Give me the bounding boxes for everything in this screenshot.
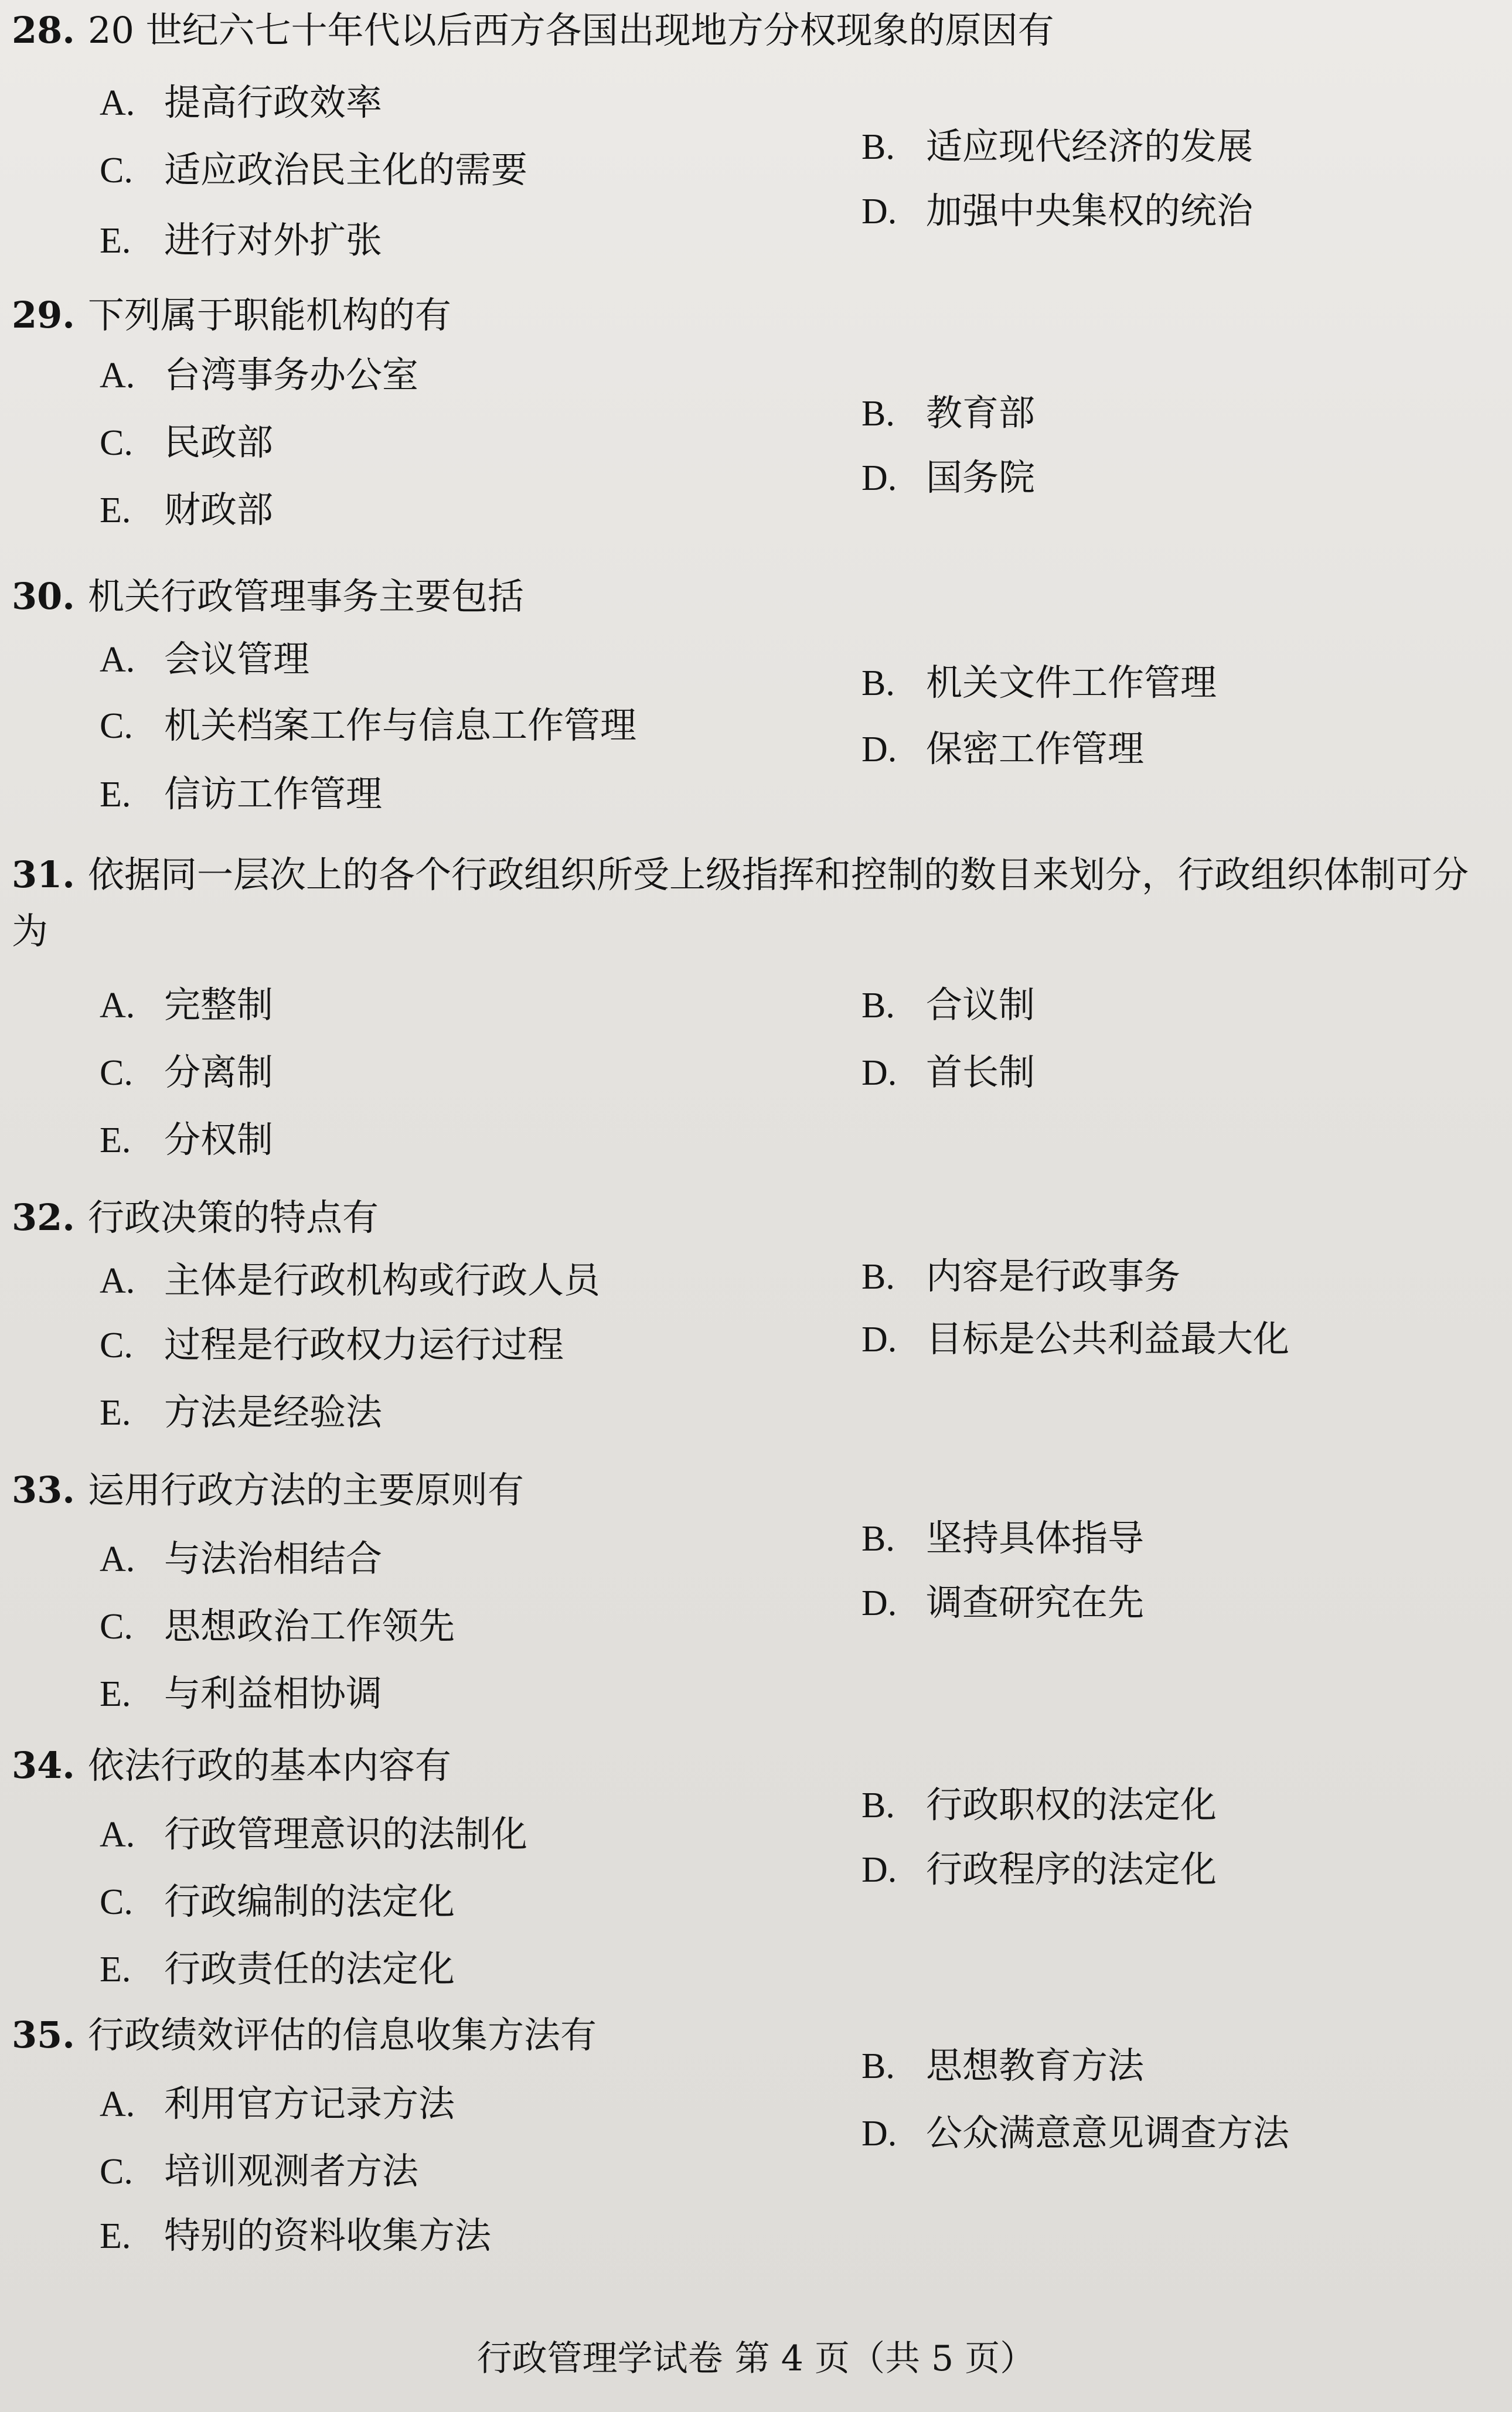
option-d: D. 首长制 — [861, 1051, 1036, 1093]
option-a: A. 利用官方记录方法 — [100, 2082, 455, 2125]
question-number: 30. — [12, 575, 75, 618]
option-c: C. 过程是行政权力运行过程 — [100, 1323, 564, 1366]
option-b: B. 合议制 — [861, 983, 1036, 1026]
option-d: D. 保密工作管理 — [861, 727, 1145, 770]
option-c: C. 行政编制的法定化 — [100, 1880, 455, 1923]
question-stem — [12, 1462, 524, 1518]
option-d: D. 行政程序的法定化 — [861, 1848, 1217, 1890]
option-a: A. 会议管理 — [100, 638, 310, 680]
question-stem — [12, 1190, 379, 1246]
option-e: E. 分权制 — [100, 1118, 274, 1161]
question-32 — [12, 1190, 1500, 1459]
question-number: 35. — [12, 2014, 75, 2056]
option-c: C. 分离制 — [100, 1051, 274, 1093]
option-d: D. 调查研究在先 — [861, 1581, 1145, 1624]
question-number: 33. — [12, 1469, 75, 1511]
option-b: B. 机关文件工作管理 — [861, 661, 1217, 704]
question-number: 32. — [12, 1196, 75, 1239]
question-stem — [12, 2, 1054, 59]
option-b: B. 行政职权的法定化 — [861, 1783, 1217, 1826]
question-35 — [12, 2007, 1500, 2257]
option-d: D. 国务院 — [861, 456, 1036, 499]
question-text: 运用行政方法的主要原则有 — [88, 1469, 525, 1511]
option-c: C. 民政部 — [100, 421, 274, 464]
option-d: D. 目标是公共利益最大化 — [861, 1317, 1290, 1360]
option-b: B. 教育部 — [861, 391, 1036, 434]
question-stem — [12, 287, 451, 343]
option-e: E. 方法是经验法 — [100, 1391, 383, 1433]
option-b: B. 坚持具体指导 — [861, 1517, 1145, 1559]
page-number: 第 4 页（共 5 页） — [734, 2338, 1036, 2379]
question-text: 行政绩效评估的信息收集方法有 — [88, 2014, 597, 2056]
option-c: C. 思想政治工作领先 — [100, 1604, 455, 1647]
option-e: E. 特别的资料收集方法 — [100, 2214, 492, 2257]
option-b: B. 内容是行政事务 — [861, 1255, 1181, 1297]
question-text: 行政决策的特点有 — [88, 1196, 379, 1239]
option-c: C. 培训观测者方法 — [100, 2149, 419, 2192]
question-stem — [12, 1738, 451, 1794]
option-a: A. 提高行政效率 — [100, 81, 383, 124]
option-a: A. 台湾事务办公室 — [100, 353, 419, 396]
question-number: 31. — [12, 853, 75, 896]
option-b: B. 思想教育方法 — [861, 2044, 1145, 2087]
question-28 — [12, 0, 1500, 270]
question-text: 依据同一层次上的各个行政组织所受上级指挥和控制的数目来划分，行政组织体制可分为 — [12, 853, 1469, 952]
exam-name: 行政管理学试卷 — [476, 2338, 723, 2379]
question-29 — [12, 287, 1500, 557]
question-33 — [12, 1462, 1500, 1732]
question-number: 28. — [12, 9, 75, 52]
question-stem — [12, 568, 524, 625]
question-34 — [12, 1738, 1500, 2007]
option-e: E. 财政部 — [100, 488, 274, 531]
option-d: D. 加强中央集权的统治 — [861, 189, 1254, 232]
option-c: C. 机关档案工作与信息工作管理 — [100, 704, 637, 747]
question-text: 20 世纪六七十年代以后西方各国出现地方分权现象的原因有 — [88, 9, 1054, 52]
question-text: 依法行政的基本内容有 — [88, 1744, 452, 1787]
question-text: 下列属于职能机构的有 — [88, 294, 452, 336]
option-a: A. 与法治相结合 — [100, 1537, 383, 1580]
option-a: A. 主体是行政机构或行政人员 — [100, 1259, 601, 1302]
option-b: B. 适应现代经济的发展 — [861, 125, 1254, 168]
question-stem — [12, 2007, 597, 2063]
page-footer — [0, 2335, 1512, 2382]
option-a: A. 完整制 — [100, 983, 274, 1026]
option-e: E. 进行对外扩张 — [100, 219, 383, 261]
question-number: 29. — [12, 294, 75, 336]
option-e: E. 行政责任的法定化 — [100, 1947, 455, 1990]
question-stem — [12, 847, 1500, 959]
question-text: 机关行政管理事务主要包括 — [88, 575, 525, 618]
option-c: C. 适应政治民主化的需要 — [100, 148, 528, 191]
option-a: A. 行政管理意识的法制化 — [100, 1813, 528, 1855]
option-d: D. 公众满意意见调查方法 — [861, 2111, 1290, 2154]
question-31 — [12, 847, 1500, 1210]
option-e: E. 信访工作管理 — [100, 772, 383, 815]
option-e: E. 与利益相协调 — [100, 1672, 383, 1715]
question-number: 34. — [12, 1744, 75, 1787]
question-30 — [12, 568, 1500, 838]
